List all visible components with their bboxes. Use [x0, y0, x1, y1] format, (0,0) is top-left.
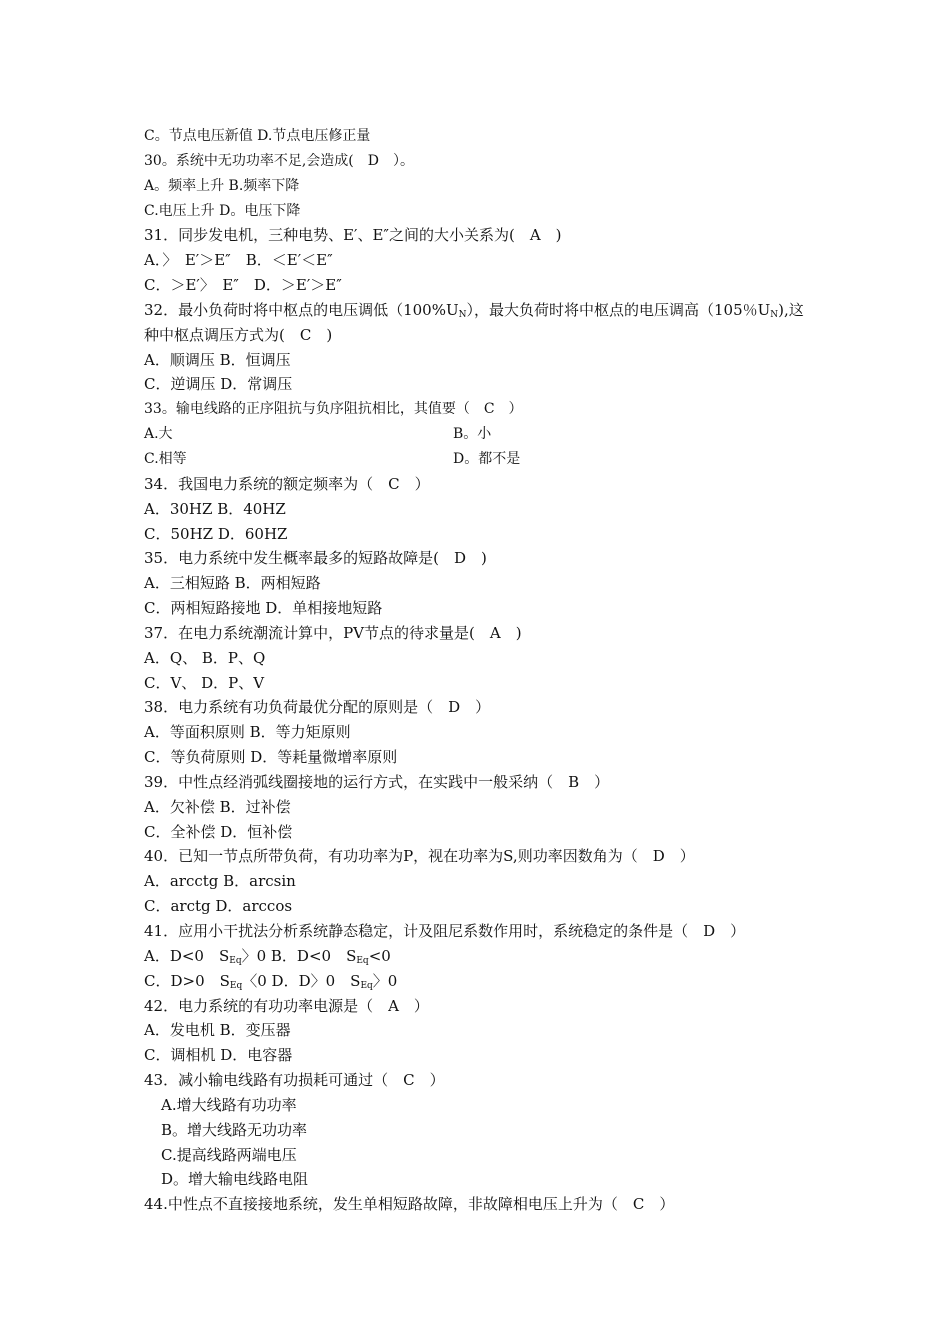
question-30: 30。系统中无功功率不足,会造成( D ）。: [144, 152, 414, 169]
option-line: C.电压上升 D。电压下降: [144, 202, 301, 219]
option-line: C．调相机 D．电容器: [144, 1046, 293, 1065]
question-31: 31．同步发电机，三种电势、E′、E″之间的大小关系为( A ): [144, 226, 562, 245]
option-line: C。节点电压新值 D.节点电压修正量: [144, 128, 371, 144]
option-line: A。频率上升 B.频率下降: [144, 177, 300, 194]
option-line: A．等面积原则 B．等力矩原则: [144, 723, 351, 742]
question-34: 34．我国电力系统的额定频率为（ C ）: [144, 474, 430, 493]
question-43: 43．减小输电线路有功损耗可通过（ C ）: [144, 1071, 445, 1090]
option-line: C．全补偿 D．恒补偿: [144, 822, 293, 841]
question-35: 35．电力系统中发生概率最多的短路故障是( D ): [144, 549, 487, 568]
option-b: B。小: [453, 426, 492, 443]
option-line: A．发电机 B．变压器: [144, 1021, 291, 1040]
option-line: A．Q、 B．P、Q: [144, 648, 266, 667]
option-c: C.相等: [144, 450, 187, 467]
option-line: C．逆调压 D．常调压: [144, 375, 293, 394]
option-line: C．V、 D．P、V: [144, 673, 265, 692]
question-40: 40．已知一节点所带负荷，有功功率为P，视在功率为S,则功率因数角为（ D ）: [144, 847, 695, 866]
option-line: A．欠补偿 B．过补偿: [144, 797, 291, 816]
option-line: A．30HZ B．40HZ: [144, 499, 286, 518]
option-d: D。增大输电线路电阻: [161, 1170, 309, 1189]
option-line: C．等负荷原则 D．等耗量微增率原则: [144, 748, 398, 767]
option-line: C．arctg D．arccos: [144, 897, 293, 916]
question-33: 33。输电线路的正序阻抗与负序阻抗相比，其值要（ C ）: [144, 401, 523, 418]
option-row: [144, 422, 814, 447]
question-list: [144, 124, 814, 1217]
option-line: C．两相短路接地 D．单相接地短路: [144, 599, 383, 618]
option-line: A．〉 E′＞E″ B．＜E′＜E″: [144, 251, 333, 270]
option-line: A．顺调压 B．恒调压: [144, 350, 291, 369]
option-c: C.提高线路两端电压: [161, 1145, 297, 1164]
option-a: A.增大线路有功功率: [161, 1095, 297, 1114]
option-b: B。增大线路无功功率: [161, 1120, 308, 1139]
question-44: 44.中性点不直接接地系统，发生单相短路故障，非故障相电压上升为（ C ）: [144, 1195, 675, 1214]
question-41: 41．应用小干扰法分析系统静态稳定，计及阻尼系数作用时，系统稳定的条件是（ D ）: [144, 922, 746, 940]
question-37: 37．在电力系统潮流计算中，PV节点的待求量是( A ): [144, 623, 522, 642]
option-line: C．＞E′〉 E″ D．＞E′＞E″: [144, 276, 342, 295]
option-line: A．D<0 $S_{Eq}$〉0 B．D<0 $S_{Eq}<0$: [144, 946, 391, 966]
option-line: A．arcctg B．arcsin: [144, 872, 296, 891]
option-line: A．三相短路 B．两相短路: [144, 574, 321, 593]
question-38: 38．电力系统有功负荷最优分配的原则是（ D ）: [144, 698, 491, 717]
option-d: D。都不是: [453, 450, 521, 467]
question-39: 39．中性点经消弧线圈接地的运行方式，在实践中一般采纳（ B ）: [144, 772, 610, 791]
option-row: [144, 447, 814, 472]
option-line: C．D>0 $S_{Eq}$〈0 D．D〉0 $S_{Eq}$〉0: [144, 971, 398, 991]
option-a: A.大: [144, 426, 173, 443]
question-32: 32．最小负荷时将中枢点的电压调低$(100\%U_N)$，最大负荷时将中枢点的电压调高（105％$U_N$),这种中枢点调压方式为( C ): [144, 300, 804, 344]
option-line: C．50HZ D．60HZ: [144, 524, 288, 543]
question-42: 42．电力系统的有功功率电源是（ A ）: [144, 996, 429, 1015]
